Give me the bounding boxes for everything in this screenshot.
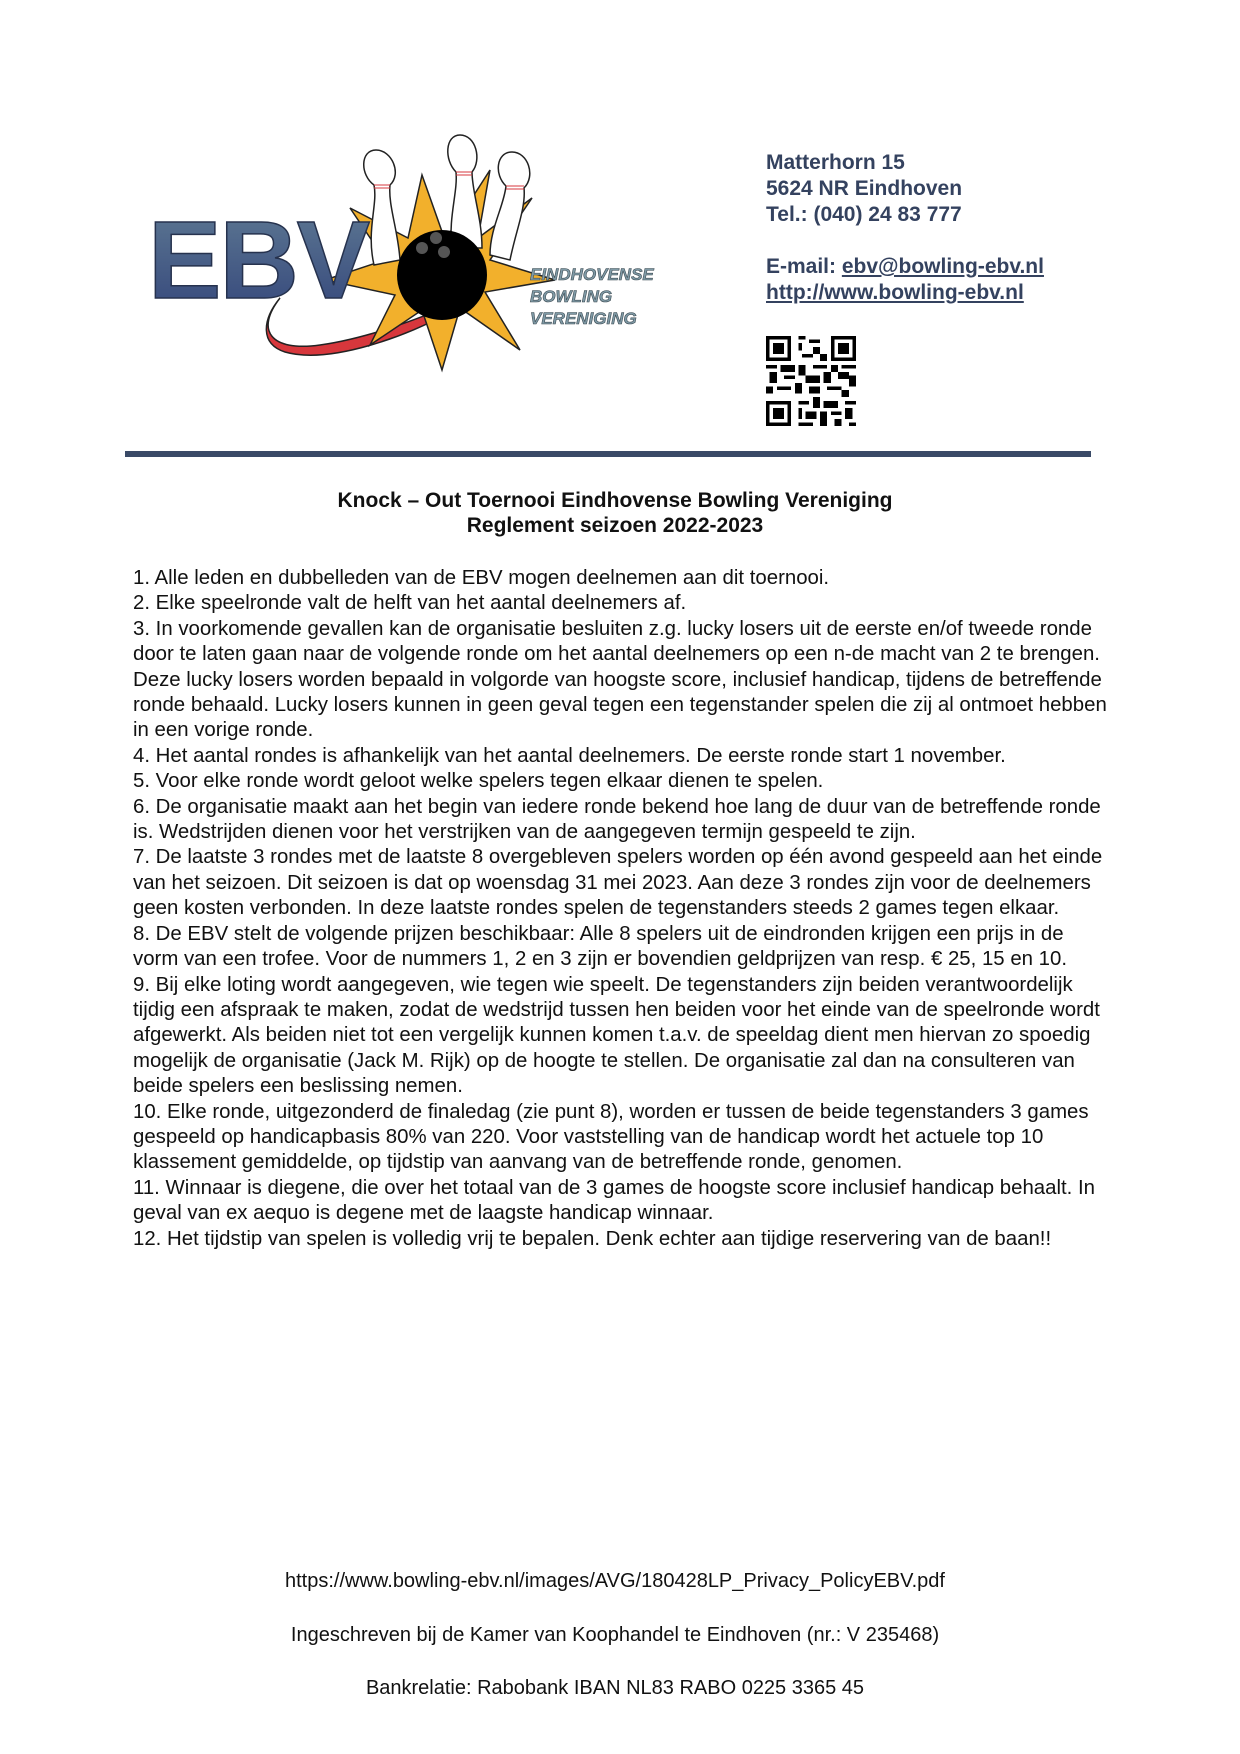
rule-item: 11. Winnaar is diegene, die over het totaal van de 3 games de hoogste score inclusief handicap behaalt. In geval van ex aequo is degene met de laagste handicap winnaar. bbox=[133, 1176, 1096, 1225]
logo-subtitle-line-2: BOWLING bbox=[530, 287, 613, 306]
qr-code-graphic bbox=[766, 336, 856, 426]
rule-item: 8. De EBV stelt de volgende prijzen beschikbaar: Alle 8 spelers uit de eindronden krijgen een prijs in de vorm van een trofee. Voor de nummers 1, 2 en 3 zijn er bovendien geldprijzen van resp. € 25, 15 en 10. bbox=[133, 922, 1068, 971]
logo-subtitle-line-3: VERENIGING bbox=[530, 309, 637, 328]
rule-item: 9. Bij elke loting wordt aangegeven, wie tegen wie speelt. De tegenstanders zijn beiden verantwoordelijk tijdig een afspraak te maken, zodat de wedstrijd tussen hen beiden voor het einde van de speelronde wordt afgewerkt. Als beiden niet tot een vergelijk kunnen komen t.a.v. de speeldag dient men hiervan zo spoedig mogelijk de organisatie (Jack M. Rijk) op de hoogte te stellen. De organisatie zal dan na consulteren van beide spelers een beslissing nemen. bbox=[133, 973, 1100, 1098]
rule-item: 4. Het aantal rondes is afhankelijk van het aantal deelnemers. De eerste ronde start 1 november. bbox=[133, 744, 1006, 767]
rule-item: 10. Elke ronde, uitgezonderd de finaledag (zie punt 8), worden er tussen de beide tegenstanders 3 games gespeeld op handicapbasis 80% van 220. Voor vaststelling van de handicap wordt het actuele top 10 klassement gemiddelde, op tijdstip van aanvang van de betreffende ronde, genomen. bbox=[133, 1100, 1089, 1174]
email-line bbox=[766, 254, 1044, 280]
rule-item: 6. De organisatie maakt aan het begin van iedere ronde bekend hoe lang de duur van de betreffende ronde is. Wedstrijden dienen voor het verstrijken van de aangegeven termijn gespeeld te zijn. bbox=[133, 795, 1101, 844]
document-title bbox=[0, 488, 1230, 538]
rule-item: 2. Elke speelronde valt de helft van het aantal deelnemers af. bbox=[133, 592, 687, 615]
kvk-registration: Ingeschreven bij de Kamer van Koophandel te Eindhoven (nr.: V 235468) bbox=[290, 1624, 940, 1646]
address-city: 5624 NR Eindhoven bbox=[766, 177, 963, 200]
privacy-policy-url: https://www.bowling-ebv.nl/images/AVG/180428LP_Privacy_PolicyEBV.pdf bbox=[285, 1570, 945, 1592]
rule-item: 7. De laatste 3 rondes met de laatste 8 overgebleven spelers worden op één avond gespeeld aan het einde van het seizoen. Dit seizoen is dat op woensdag 31 mei 2023. Aan deze 3 rondes zijn voor de deelnemers geen kosten verbonden. In deze laatste rondes spelen de tegenstanders steeds 2 games tegen elkaar. bbox=[133, 846, 1103, 920]
header-divider bbox=[125, 451, 1091, 457]
bank-details: Bankrelatie: Rabobank IBAN NL83 RABO 0225 3365 45 bbox=[365, 1677, 865, 1699]
email-label: E-mail: bbox=[766, 255, 842, 278]
bowling-logo-icon bbox=[148, 130, 660, 380]
logo-subtitle-line-1: EINDHOVENSE bbox=[530, 265, 654, 284]
website-link[interactable]: http://www.bowling-ebv.nl bbox=[766, 281, 1024, 304]
rule-item: 3. In voorkomende gevallen kan de organisatie besluiten z.g. lucky losers uit de eerste en/of tweede ronde door te laten gaan naar de volgende ronde om het aantal deelnemers op een n-de macht van 2 te brengen. Deze lucky losers worden bepaald in volgorde van hoogste score, inclusief handicap, tijdens de betreffende ronde behaald. Lucky losers kunnen in geen geval tegen een tegenstander spelen die zij al ontmoet hebben in een vorige ronde. bbox=[133, 617, 1107, 742]
title-line-1: Knock – Out Toernooi Eindhovense Bowling Vereniging bbox=[337, 489, 893, 512]
bowling-ball-icon bbox=[397, 230, 487, 320]
email-link[interactable]: ebv@bowling-ebv.nl bbox=[841, 255, 1044, 278]
contact-block bbox=[766, 150, 1044, 306]
logo-letters: EBV bbox=[148, 199, 369, 322]
qr-code-icon[interactable] bbox=[766, 336, 856, 426]
title-line-2: Reglement seizoen 2022-2023 bbox=[466, 514, 764, 537]
rule-item: 1. Alle leden en dubbelleden van de EBV mogen deelnemen aan dit toernooi. bbox=[133, 567, 830, 589]
address-street: Matterhorn 15 bbox=[766, 151, 905, 174]
rules-list bbox=[133, 566, 1108, 1252]
phone-number: Tel.: (040) 24 83 777 bbox=[766, 203, 962, 226]
ebv-logo bbox=[148, 130, 660, 380]
rule-item: 12. Het tijdstip van spelen is volledig vrij te bepalen. Denk echter aan tijdige reservering van de baan!! bbox=[133, 1227, 1052, 1250]
rule-item: 5. Voor elke ronde wordt geloot welke spelers tegen elkaar dienen te spelen. bbox=[133, 770, 824, 793]
